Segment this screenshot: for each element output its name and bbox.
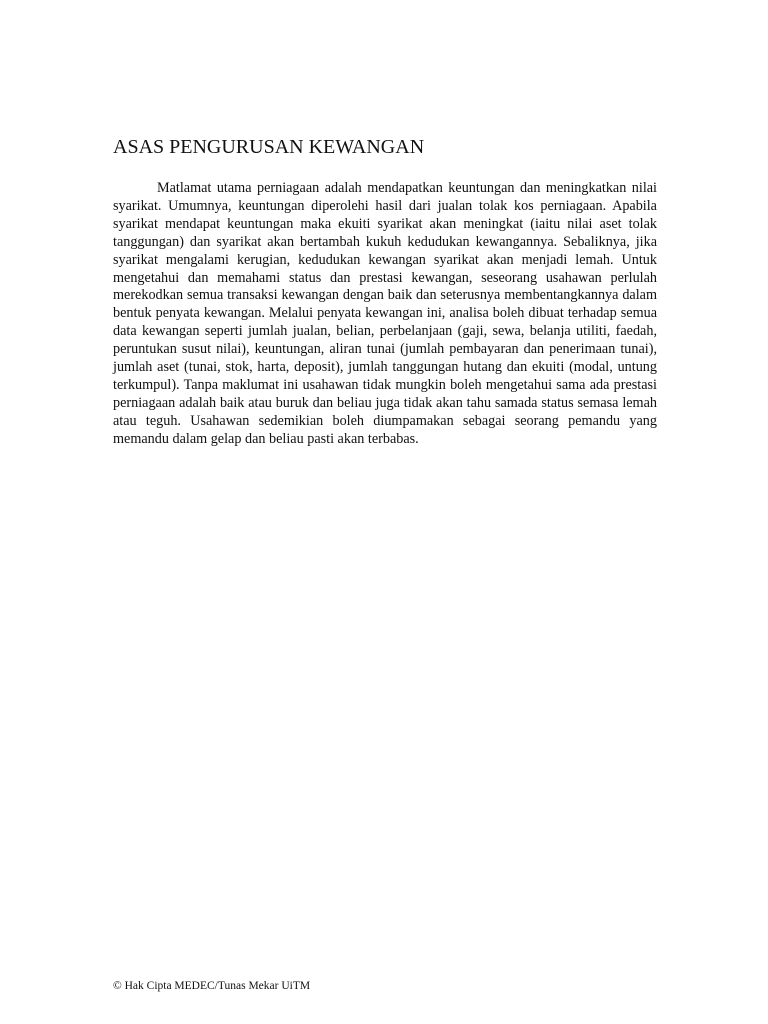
copyright-footer: © Hak Cipta MEDEC/Tunas Mekar UiTM [113, 980, 311, 992]
body-paragraph: Matlamat utama perniagaan adalah mendapatkan keuntungan dan meningkatkan nilai syarikat. Umumnya, keuntungan diperolehi hasil dari jualan tolak kos perniagaan. Apabila syarikat mendapat keuntungan maka ekuiti syarikat akan meningkat (iaitu nilai aset tolak tanggungan) dan syarikat akan bertambah kukuh kedudukan kewangannya. Sebaliknya, jika syarikat mengalami kerugian, kedudukan kewangan syarikat akan menjadi lemah. Untuk mengetahui dan memahami status dan prestasi kewangan, seseorang usahawan perlulah merekodkan semua transaksi kewangan dengan baik dan seterusnya membentangkannya dalam bentuk penyata kewangan. Melalui penyata kewangan ini, analisa boleh dibuat terhadap semua data kewangan seperti jumlah jualan, belian, perbelanjaan (gaji, sewa, belanja utiliti, faedah, peruntukan susut nilai), keuntungan, aliran tunai (jumlah pembayaran dan penerimaan tunai), jumlah aset (tunai, stok, harta, deposit), jumlah tanggungan hutang dan ekuiti (modal, untung terkumpul). Tanpa maklumat ini usahawan tidak mungkin boleh mengetahui sama ada prestasi perniagaan adalah baik atau buruk dan beliau juga tidak akan tahu samada status semasa lemah atau teguh. Usahawan sedemikian boleh diumpamakan sebagai seorang pemandu yang memandu dalam gelap dan beliau pasti akan terbabas. [113, 180, 657, 447]
page-title: ASAS PENGURUSAN KEWANGAN [113, 136, 425, 158]
